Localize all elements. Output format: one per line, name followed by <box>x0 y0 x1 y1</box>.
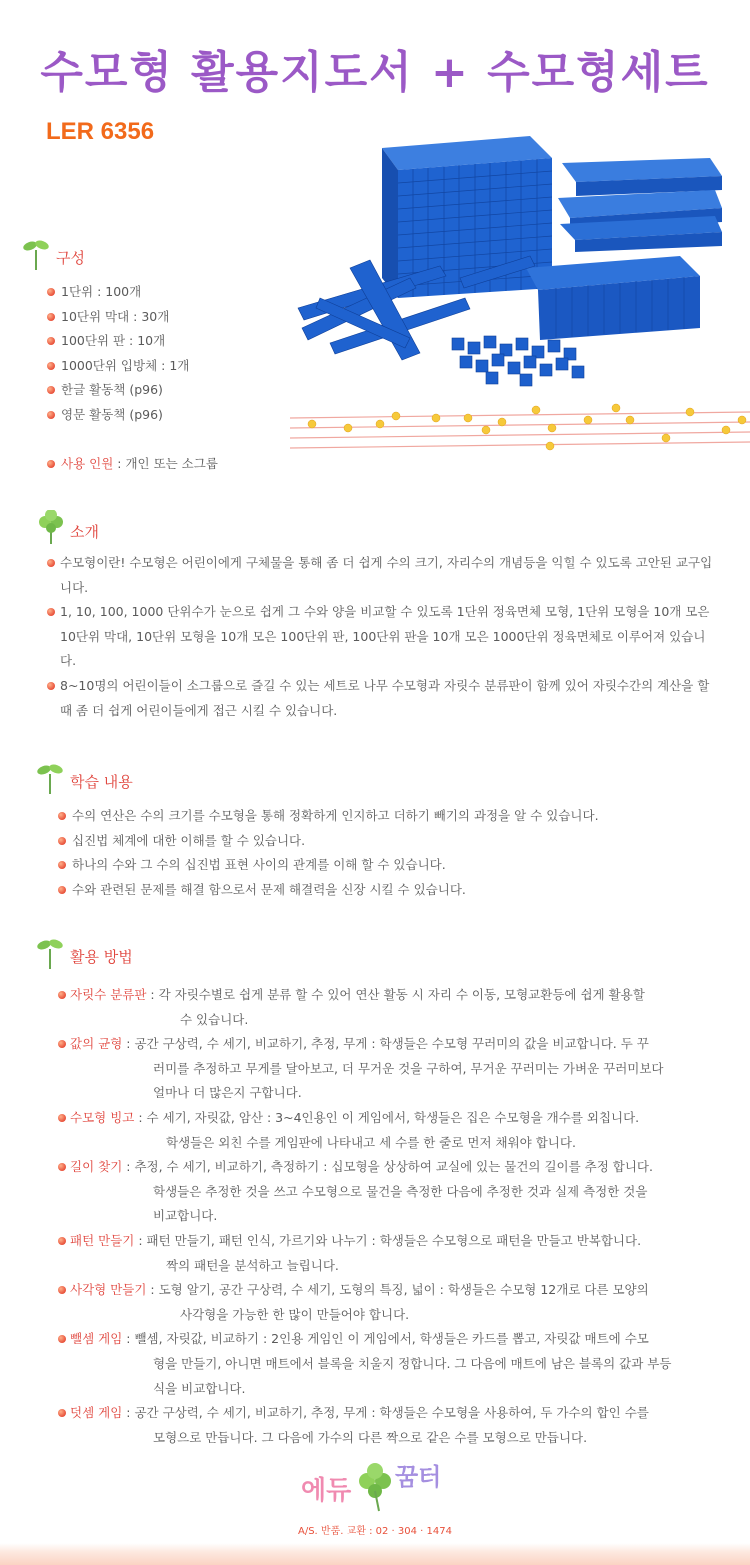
usage-item-title: 길이 찾기 <box>70 1159 123 1175</box>
bullet-icon <box>58 991 66 999</box>
usage-item <box>58 1106 718 1155</box>
list-item: 수와 관련된 문제를 해결 함으로서 문제 해결력을 신장 시킬 수 있습니다. <box>58 878 599 903</box>
list-item: 100단위 판 : 10개 <box>47 329 218 354</box>
contact-info: A/S. 반품. 교환 : 02 · 304 · 1474 <box>298 1526 452 1537</box>
list-item: 10단위 막대 : 30개 <box>47 305 218 330</box>
bullet-icon <box>47 460 55 468</box>
usage-item-title: 값의 균형 <box>70 1036 123 1052</box>
usage-item-text: : 수 세기, 자릿값, 암산 : 3~4인용인 이 게임에서, 학생들은 집은 수모형을 개수를 외칩니다. <box>134 1109 640 1125</box>
usage-item <box>58 1401 718 1450</box>
usage-item-text: : 도형 알기, 공간 구상력, 수 세기, 도형의 특징, 넓이 : 학생들은 수모형 12개로 다른 모양의 <box>146 1282 649 1298</box>
bullet-icon <box>47 337 55 345</box>
list-item: 영문 활동책 (p96) <box>47 403 218 428</box>
sprout-icon <box>36 935 64 969</box>
usage-item <box>58 1229 718 1278</box>
learning-list <box>58 804 599 902</box>
bullet-icon <box>58 1286 66 1294</box>
bullet-icon <box>58 1409 66 1417</box>
usage-item <box>58 1032 718 1106</box>
usage-list <box>58 983 718 1450</box>
usage-item-text: : 공간 구상력, 수 세기, 비교하기, 추정, 무게 : 학생들은 수모형을 사용하여, 두 가수의 합인 수를 <box>122 1405 649 1421</box>
list-item: 한글 활동책 (p96) <box>47 378 218 403</box>
section-title: 소개 <box>70 523 99 541</box>
composition-list <box>47 280 218 476</box>
usage-item <box>58 1155 718 1229</box>
intro-paragraph: 8~10명의 어린이들이 소그룹으로 즐길 수 있는 세트로 나무 수모형과 자릿수 분류판이 함께 있어 자릿수간의 계산을 할 때 좀 더 쉽게 어린이들에게 접근 시킬 수 있습니다. <box>47 674 717 723</box>
usage-item <box>58 1327 718 1401</box>
section-heading-usage <box>36 935 133 969</box>
bullet-icon <box>58 1040 66 1048</box>
usage-item-text: : 각 자릿수별로 쉽게 분류 할 수 있어 연산 활동 시 자리 수 이동, 모형교환등에 쉽게 활용할 <box>146 987 645 1002</box>
usage-item-text: 얼마나 더 많은지 구합니다. <box>153 1085 302 1101</box>
clover-icon <box>36 510 64 544</box>
usage-item-title: 수모형 빙고 <box>70 1109 135 1125</box>
usage-item-text: 식을 비교합니다. <box>153 1380 246 1396</box>
usage-item-text: : 추정, 수 세기, 비교하기, 측정하기 : 십모형을 상상하여 교실에 있는 물건의 길이를 추정 합니다. <box>122 1159 653 1175</box>
usage-item-text: 사각형을 가능한 한 많이 만들어야 합니다. <box>180 1306 410 1322</box>
usage-item-text: 모형으로 만듭니다. 그 다음에 가수의 다른 짝으로 같은 수를 모형으로 만듭니다. <box>153 1429 588 1445</box>
usage-item-text: : 뺄셈, 자릿값, 비교하기 : 2인용 게임인 이 게임에서, 학생들은 카드를 뽑고, 자릿값 매트에 수모 <box>122 1331 649 1347</box>
list-item: 수의 연산은 수의 크기를 수모형을 통해 정확하게 인지하고 더하기 빼기의 과정을 알 수 있습니다. <box>58 804 599 829</box>
bullet-icon <box>58 886 66 894</box>
usage-item-title: 패턴 만들기 <box>70 1232 135 1248</box>
list-item: 1단위 : 100개 <box>47 280 218 305</box>
usage-item-text: 수 있습니다. <box>180 1011 249 1027</box>
usage-item-text: : 패턴 만들기, 패턴 인식, 가르기와 나누기 : 학생들은 수모형으로 패턴을 만들고 반복합니다. <box>134 1232 642 1248</box>
sprout-icon <box>22 236 50 270</box>
bullet-icon <box>47 411 55 419</box>
bullet-icon <box>47 362 55 370</box>
usage-item-text: 학생들은 추정한 것을 쓰고 수모형으로 물건을 측정한 다음에 추정한 것과 실제 측정한 것을 <box>153 1183 648 1199</box>
usage-item <box>58 983 718 1032</box>
product-code: LER 6356 <box>46 118 155 145</box>
section-heading-intro <box>36 510 99 544</box>
users-item: 사용 인원 : 개인 또는 소그룹 <box>47 452 218 477</box>
footer-band <box>0 1543 750 1565</box>
bullet-icon <box>47 288 55 296</box>
bullet-icon <box>58 861 66 869</box>
usage-item-text: 학생들은 외친 수를 게임판에 나타내고 세 수를 한 줄로 먼저 채워야 합니다. <box>166 1134 576 1150</box>
usage-item-title: 뺄셈 게임 <box>70 1331 123 1347</box>
usage-item <box>58 1278 718 1327</box>
section-heading-composition <box>22 236 85 270</box>
usage-item-text: : 공간 구상력, 수 세기, 비교하기, 추정, 무게 : 학생들은 수모형 꾸러미의 값을 비교합니다. 두 꾸 <box>122 1036 649 1052</box>
bullet-icon <box>47 608 55 616</box>
product-photo <box>290 128 750 463</box>
bullet-icon <box>47 682 55 690</box>
bullet-icon <box>58 1163 66 1171</box>
usage-item-title: 덧셈 게임 <box>70 1405 123 1421</box>
page-title: 수모형 활용지도서 + 수모형세트 <box>40 47 710 98</box>
usage-item-title: 사각형 만들기 <box>70 1282 147 1298</box>
usage-item-text: 형을 만들기, 아니면 매트에서 블록을 치울지 정합니다. 그 다음에 매트에 남은 블록의 값과 부등 <box>153 1355 672 1371</box>
svg-text:꿈터: 꿈터 <box>395 1463 442 1491</box>
sprout-icon <box>36 760 64 794</box>
section-heading-learning <box>36 760 133 794</box>
brand-logo <box>295 1455 465 1515</box>
bullet-icon <box>58 837 66 845</box>
bullet-icon <box>58 1114 66 1122</box>
bullet-icon <box>58 1237 66 1245</box>
section-title: 학습 내용 <box>70 773 133 791</box>
usage-item-text: 짝의 패턴을 분석하고 늘립니다. <box>166 1257 339 1273</box>
bullet-icon <box>47 386 55 394</box>
svg-text:에듀: 에듀 <box>301 1476 352 1506</box>
usage-item-text: 비교합니다. <box>153 1208 218 1224</box>
bullet-icon <box>58 1335 66 1343</box>
bullet-icon <box>47 313 55 321</box>
section-title: 활용 방법 <box>70 948 133 966</box>
intro-text <box>47 551 717 723</box>
list-item: 십진법 체계에 대한 이해를 할 수 있습니다. <box>58 829 599 854</box>
intro-paragraph: 1, 10, 100, 1000 단위수가 눈으로 쉽게 그 수와 양을 비교할 수 있도록 1단위 정육면체 모형, 1단위 모형을 10개 모은 10단위 막대, 10단위 모형을 10개 모은 100단위 판, 100단위 판을 10개 모은 1000단위 정육면체로 이루어져 있습니다. <box>47 600 717 674</box>
bullet-icon <box>58 812 66 820</box>
intro-paragraph: 수모형이란! 수모형은 어린이에게 구체물을 통해 좀 더 쉽게 수의 크기, 자리수의 개념등을 익힐 수 있도록 고안된 교구입니다. <box>47 551 717 600</box>
list-item: 하나의 수와 그 수의 십진법 표현 사이의 관계를 이해 할 수 있습니다. <box>58 853 599 878</box>
usage-item-text: 러미를 추정하고 무게를 달아보고, 더 무거운 것을 구하여, 무거운 꾸러미는 가벼운 꾸러미보다 <box>153 1060 664 1076</box>
usage-item-title: 자릿수 분류판 <box>70 987 147 1002</box>
list-item: 1000단위 입방체 : 1개 <box>47 354 218 379</box>
bullet-icon <box>47 559 55 567</box>
section-title: 구성 <box>56 249 85 267</box>
